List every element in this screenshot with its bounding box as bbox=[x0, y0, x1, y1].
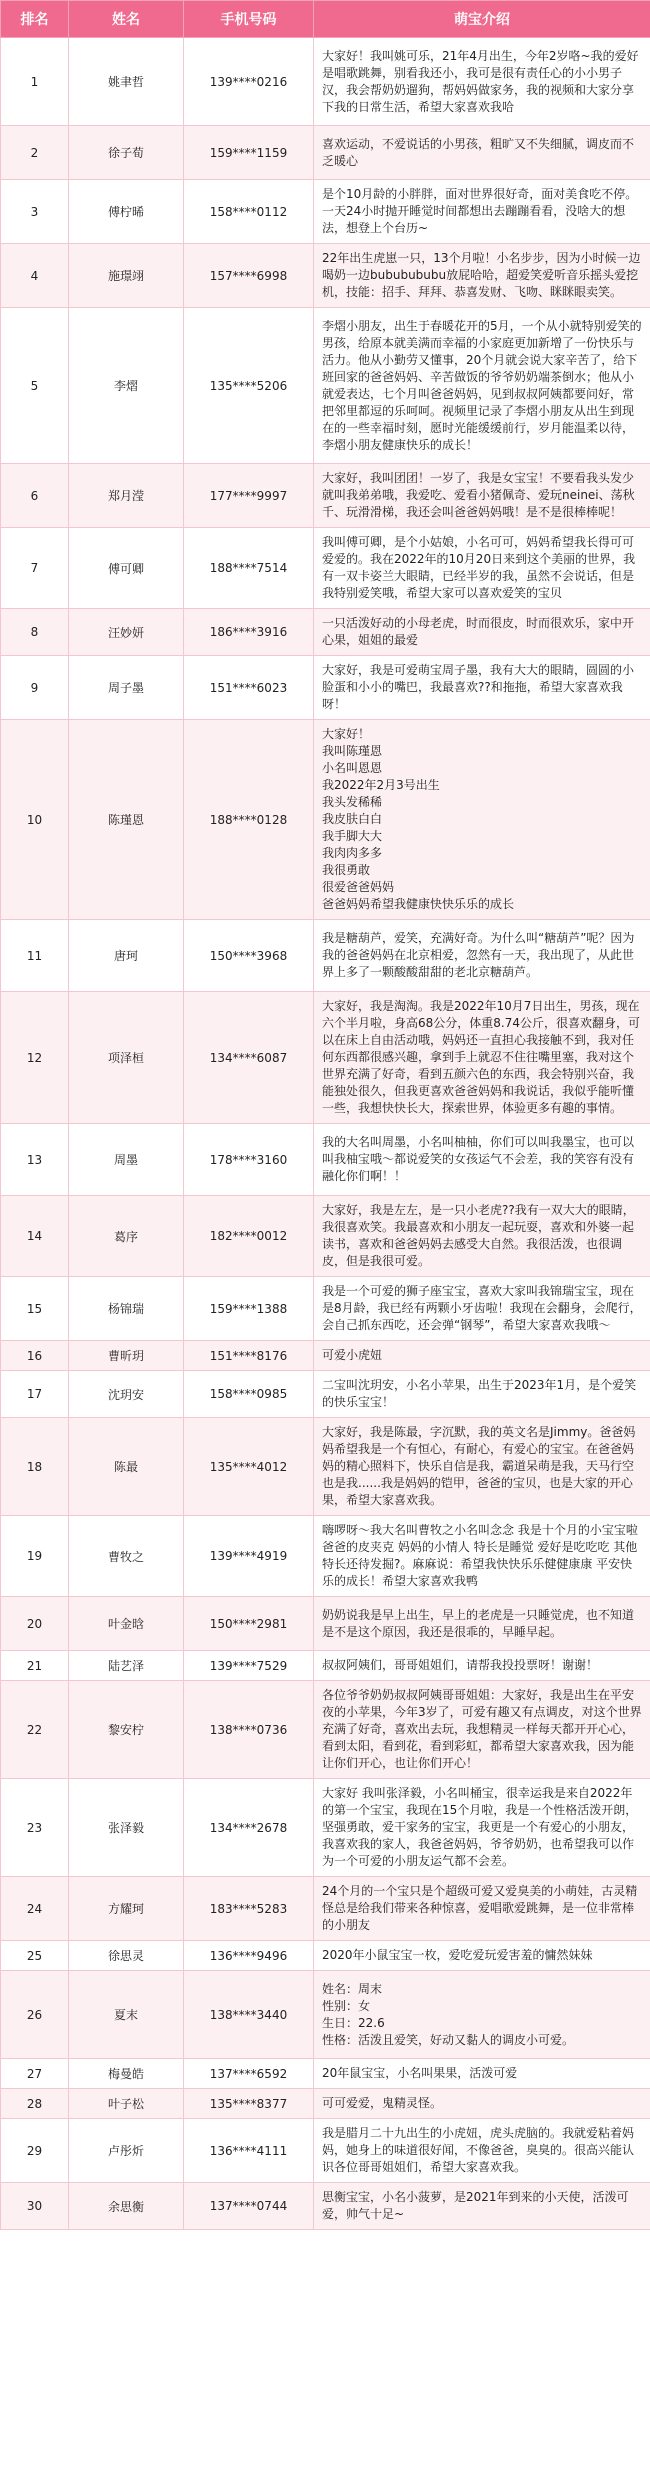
intro-cell bbox=[314, 1779, 650, 1877]
table-row bbox=[1, 1877, 650, 1941]
rank-cell: 14 bbox=[1, 1196, 69, 1277]
intro-cell bbox=[314, 609, 650, 656]
table-row bbox=[1, 1341, 650, 1371]
rank-cell: 27 bbox=[1, 2059, 69, 2089]
name-cell: 汪妙妍 bbox=[69, 609, 184, 656]
table-row bbox=[1, 2183, 650, 2230]
rank-cell: 5 bbox=[1, 308, 69, 464]
intro-line: 我手脚大大 bbox=[322, 829, 383, 843]
phone-cell: 159****1159 bbox=[184, 126, 314, 180]
phone-cell: 188****7514 bbox=[184, 528, 314, 609]
intro-cell bbox=[314, 1941, 650, 1971]
name-cell: 施璟翊 bbox=[69, 244, 184, 308]
name-cell: 周子墨 bbox=[69, 656, 184, 720]
intro-line: 大家好，我是陈最，字沉默，我的英文名是Jimmy。爸爸妈妈希望我是一个有恒心，有耐心，有爱心的宝宝。在爸爸妈妈的精心照料下，快乐自信是我，霸道呆萌是我，天马行空也是我......我是妈妈的铠甲，爸爸的宝贝，也是大家的开心果，希望大家喜欢我。 bbox=[322, 1425, 636, 1507]
rank-cell: 18 bbox=[1, 1418, 69, 1516]
phone-cell: 135****5206 bbox=[184, 308, 314, 464]
intro-line: 各位爷爷奶奶叔叔阿姨哥哥姐姐：大家好，我是出生在平安夜的小苹果，今年3岁了，可爱有趣又有点调皮，对这个世界充满了好奇，喜欢出去玩，我想精灵一样每天都开开心心，看到太阳，看到花，看到彩虹，都希望大家喜欢我，因为能让你们开心，也让你们开心！ bbox=[322, 1688, 642, 1770]
phone-cell: 186****3916 bbox=[184, 609, 314, 656]
rank-cell: 28 bbox=[1, 2089, 69, 2119]
table-row bbox=[1, 2059, 650, 2089]
table-row bbox=[1, 1418, 650, 1516]
intro-cell bbox=[314, 992, 650, 1124]
table-row bbox=[1, 992, 650, 1124]
name-cell: 傅柠晞 bbox=[69, 180, 184, 244]
rank-cell: 21 bbox=[1, 1651, 69, 1681]
name-cell: 卢彤炘 bbox=[69, 2119, 184, 2183]
phone-cell: 151****6023 bbox=[184, 656, 314, 720]
intro-line: 我的大名叫周墨，小名叫柚柚，你们可以叫我墨宝，也可以叫我柚宝哦～都说爱笑的女孩运气不会差，我的笑容有没有融化你们啊！！ bbox=[322, 1135, 635, 1183]
phone-cell: 157****6998 bbox=[184, 244, 314, 308]
intro-cell bbox=[314, 1341, 650, 1371]
intro-line: 奶奶说我是早上出生，早上的老虎是一只睡觉虎，也不知道是不是这个原因，我还是很乖的，早睡早起。 bbox=[322, 1607, 635, 1639]
table-row bbox=[1, 244, 650, 308]
intro-line: 生日：22.6 bbox=[322, 2015, 385, 2030]
intro-cell bbox=[314, 180, 650, 244]
intro-line: 大家好，我是左左，是一只小老虎??我有一双大大的眼睛，我很喜欢笑。我最喜欢和小朋友一起玩耍，喜欢和外婆一起读书，喜欢和爸爸妈妈去感受大自然。我很活泼，也很调皮，但是我很可爱。 bbox=[322, 1203, 635, 1268]
rank-cell: 25 bbox=[1, 1941, 69, 1971]
name-cell: 曹牧之 bbox=[69, 1516, 184, 1597]
rank-cell: 1 bbox=[1, 38, 69, 126]
name-cell: 曹昕玥 bbox=[69, 1341, 184, 1371]
phone-cell: 135****4012 bbox=[184, 1418, 314, 1516]
phone-cell: 138****3440 bbox=[184, 1971, 314, 2059]
phone-cell: 135****8377 bbox=[184, 2089, 314, 2119]
name-cell: 姚聿哲 bbox=[69, 38, 184, 126]
intro-cell bbox=[314, 1971, 650, 2059]
intro-line: 24个月的一个宝只是个超级可爱又爱臭美的小萌娃，古灵精怪总是给我们带来各种惊喜，爱唱歌爱跳舞，是一位非常棒的小朋友 bbox=[322, 1884, 638, 1932]
intro-line: 我很勇敢 bbox=[322, 863, 371, 877]
intro-line: 我是糖葫芦，爱笑，充满好奇。为什么叫“糖葫芦”呢？因为我的爸爸妈妈在北京相爱，忽然有一天，我出现了，从此世界上多了一颗酸酸甜甜的老北京糖葫芦。 bbox=[322, 931, 635, 979]
name-cell: 徐思灵 bbox=[69, 1941, 184, 1971]
phone-cell: 136****9496 bbox=[184, 1941, 314, 1971]
intro-line: 我皮肤白白 bbox=[322, 812, 383, 826]
intro-line: 喜欢运动，不爱说话的小男孩，粗旷又不失细腻，调皮而不乏暖心 bbox=[322, 136, 635, 168]
intro-line: 大家好！ bbox=[322, 727, 371, 741]
rank-cell: 4 bbox=[1, 244, 69, 308]
intro-line: 22年出生虎崽一只，13个月啦！小名步步，因为小时候一边喝奶一边bububububu放屁哈哈，超爱笑爱听音乐摇头爱挖机，技能：招手、拜拜、恭喜发财、飞吻、眯眯眼卖笑。 bbox=[322, 251, 641, 299]
rank-cell: 30 bbox=[1, 2183, 69, 2230]
name-cell: 沈玥安 bbox=[69, 1371, 184, 1418]
table-row bbox=[1, 308, 650, 464]
table-row bbox=[1, 1651, 650, 1681]
phone-cell: 158****0112 bbox=[184, 180, 314, 244]
name-cell: 余思衡 bbox=[69, 2183, 184, 2230]
name-cell: 张泽毅 bbox=[69, 1779, 184, 1877]
intro-line: 我头发稀稀 bbox=[322, 795, 383, 809]
name-cell: 陆艺泽 bbox=[69, 1651, 184, 1681]
phone-cell: 134****6087 bbox=[184, 992, 314, 1124]
intro-line: 思衡宝宝，小名小菠萝，是2021年到来的小天使，活泼可爱，帅气十足~ bbox=[322, 2190, 629, 2221]
rank-cell: 22 bbox=[1, 1681, 69, 1779]
intro-line: 姓名：周末 bbox=[322, 1981, 383, 1996]
intro-cell bbox=[314, 1651, 650, 1681]
rank-cell: 24 bbox=[1, 1877, 69, 1941]
phone-cell: 134****2678 bbox=[184, 1779, 314, 1877]
rank-cell: 12 bbox=[1, 992, 69, 1124]
phone-cell: 139****4919 bbox=[184, 1516, 314, 1597]
phone-cell: 137****6592 bbox=[184, 2059, 314, 2089]
table-row bbox=[1, 609, 650, 656]
name-cell: 叶子松 bbox=[69, 2089, 184, 2119]
name-cell: 郑月滢 bbox=[69, 464, 184, 528]
name-cell: 方耀珂 bbox=[69, 1877, 184, 1941]
rank-cell: 3 bbox=[1, 180, 69, 244]
name-cell: 梅曼皓 bbox=[69, 2059, 184, 2089]
intro-line: 我叫陈瑾恩 bbox=[322, 744, 383, 758]
intro-cell bbox=[314, 2059, 650, 2089]
intro-cell bbox=[314, 126, 650, 180]
phone-cell: 182****0012 bbox=[184, 1196, 314, 1277]
rank-cell: 19 bbox=[1, 1516, 69, 1597]
intro-line: 很爱爸爸妈妈 bbox=[322, 880, 395, 894]
rank-cell: 10 bbox=[1, 720, 69, 920]
name-cell: 杨锦瑞 bbox=[69, 1277, 184, 1341]
phone-cell: 178****3160 bbox=[184, 1124, 314, 1196]
rank-cell: 17 bbox=[1, 1371, 69, 1418]
intro-line: 20年鼠宝宝，小名叫果果，活泼可爱 bbox=[322, 2066, 518, 2080]
table-row bbox=[1, 1277, 650, 1341]
header-row bbox=[1, 1, 650, 38]
intro-cell bbox=[314, 528, 650, 609]
table-row bbox=[1, 126, 650, 180]
intro-cell bbox=[314, 720, 650, 920]
table-row bbox=[1, 720, 650, 920]
table-row bbox=[1, 1371, 650, 1418]
rank-cell: 9 bbox=[1, 656, 69, 720]
header-intro: 萌宝介绍 bbox=[314, 1, 650, 38]
intro-cell bbox=[314, 656, 650, 720]
rank-cell: 13 bbox=[1, 1124, 69, 1196]
table-row bbox=[1, 1516, 650, 1597]
name-cell: 周墨 bbox=[69, 1124, 184, 1196]
name-cell: 夏末 bbox=[69, 1971, 184, 2059]
rank-cell: 11 bbox=[1, 920, 69, 992]
intro-line: 一只活泼好动的小母老虎，时而很皮，时而很欢乐，家中开心果，姐姐的最爱 bbox=[322, 616, 635, 647]
name-cell: 唐珂 bbox=[69, 920, 184, 992]
intro-line: 我肉肉多多 bbox=[322, 846, 383, 860]
name-cell: 项泽桓 bbox=[69, 992, 184, 1124]
intro-line: 我是一个可爱的狮子座宝宝，喜欢大家叫我锦瑞宝宝，现在是8月龄，我已经有两颗小牙齿啦！我现在会翻身，会爬行，会自己抓东西吃，还会弹“钢琴”，希望大家喜欢我哦～ bbox=[322, 1284, 642, 1332]
rank-cell: 20 bbox=[1, 1597, 69, 1651]
rank-cell: 29 bbox=[1, 2119, 69, 2183]
intro-line: 性格：活泼且爱笑，好动又黏人的调皮小可爱。 bbox=[322, 2032, 575, 2047]
table-row bbox=[1, 464, 650, 528]
phone-cell: 150****2981 bbox=[184, 1597, 314, 1651]
table-row bbox=[1, 656, 650, 720]
name-cell: 傅可卿 bbox=[69, 528, 184, 609]
intro-line: 我叫傅可卿，是个小姑娘，小名可可，妈妈希望我长得可可爱爱的。我在2022年的10月20日来到这个美丽的世界，我有一双卡姿兰大眼睛，已经半岁的我，虽然不会说话，但是我特别爱笑哦，希望大家可以喜欢爱笑的宝贝 bbox=[322, 535, 636, 600]
phone-cell: 150****3968 bbox=[184, 920, 314, 992]
name-cell: 葛序 bbox=[69, 1196, 184, 1277]
intro-line: 大家好，我是淘淘。我是2022年10月7日出生，男孩，现在六个半月啦，身高68公分，体重8.74公斤，很喜欢翻身，可以在床上自由活动哦，妈妈还一直担心我接触不到，我对任何东西都很感兴趣，拿到手上就忍不住往嘴里塞，我对这个世界充满了好奇，看到五颜六色的东西，我会特别兴奋，我能独处很久，但我更喜欢爸爸妈妈和我说话，我似乎能听懂一些，我想快快长大，探索世界，体验更多有趣的事情。 bbox=[322, 999, 640, 1115]
intro-line: 小名叫恩恩 bbox=[322, 761, 383, 775]
intro-cell bbox=[314, 308, 650, 464]
phone-cell: 158****0985 bbox=[184, 1371, 314, 1418]
phone-cell: 159****1388 bbox=[184, 1277, 314, 1341]
intro-line: 性别：女 bbox=[322, 1998, 371, 2013]
intro-line: 嗨啰呀～我大名叫曹牧之小名叫念念 我是十个月的小宝宝啦 爸爸的皮夹克 妈妈的小情人 特长是睡觉 爱好是吃吃吃 其他特长还待发掘?。麻麻说：希望我快快乐乐健健康康 平安快乐的成长！希望大家喜欢我鸭 bbox=[322, 1523, 638, 1588]
table-body bbox=[1, 38, 650, 2230]
intro-line: 叔叔阿姨们，哥哥姐姐们，请帮我投投票呀！谢谢！ bbox=[322, 1658, 599, 1672]
intro-cell bbox=[314, 1124, 650, 1196]
intro-cell bbox=[314, 244, 650, 308]
phone-cell: 139****0216 bbox=[184, 38, 314, 126]
table-row bbox=[1, 1779, 650, 1877]
intro-cell bbox=[314, 464, 650, 528]
intro-line: 大家好 我叫张泽毅，小名叫桶宝，很幸运我是来自2022年的第一个宝宝，我现在15个月啦，我是一个性格活泼开朗，坚强勇敢，爱干家务的宝宝，我更是一个有爱心的小朋友，我喜欢我的家人，我爸爸妈妈，爷爷奶奶，也希望我可以作为一个可爱的小朋友运气都不会差。 bbox=[322, 1786, 638, 1868]
intro-line: 可可爱爱，鬼精灵怪。 bbox=[322, 2096, 443, 2110]
intro-cell bbox=[314, 1418, 650, 1516]
rank-cell: 26 bbox=[1, 1971, 69, 2059]
name-cell: 陈瑾恩 bbox=[69, 720, 184, 920]
intro-line: 大家好，我是可爱萌宝周子墨，我有大大的眼睛，圆圆的小脸蛋和小小的嘴巴，我最喜欢??和拖拖，希望大家喜欢我呀！ bbox=[322, 663, 635, 711]
intro-line: 2020年小鼠宝宝一枚，爱吃爱玩爱害羞的慵然妹妹 bbox=[322, 1948, 593, 1962]
rank-cell: 23 bbox=[1, 1779, 69, 1877]
header-name: 姓名 bbox=[69, 1, 184, 38]
intro-line: 大家好，我叫团团！一岁了，我是女宝宝！不要看我头发少就叫我弟弟哦，我爱吃、爱看小猪佩奇、爱玩neinei、荡秋千、玩滑滑梯，我还会叫爸爸妈妈哦！是不是很棒棒呢！ bbox=[322, 471, 635, 519]
intro-line: 可爱小虎妞 bbox=[322, 1348, 383, 1362]
intro-cell bbox=[314, 1681, 650, 1779]
table-row bbox=[1, 920, 650, 992]
intro-cell bbox=[314, 1597, 650, 1651]
name-cell: 黎安柠 bbox=[69, 1681, 184, 1779]
phone-cell: 136****4111 bbox=[184, 2119, 314, 2183]
intro-cell bbox=[314, 1196, 650, 1277]
intro-cell bbox=[314, 1371, 650, 1418]
intro-line: 我是腊月二十九出生的小虎妞，虎头虎脑的。我就爱粘着妈妈，她身上的味道很好闻，不像爸爸，臭臭的。很高兴能认识各位哥哥姐姐们，希望大家喜欢我。 bbox=[322, 2126, 635, 2174]
table-row bbox=[1, 38, 650, 126]
phone-cell: 139****7529 bbox=[184, 1651, 314, 1681]
intro-cell bbox=[314, 2089, 650, 2119]
intro-line: 是个10月龄的小胖胖，面对世界很好奇，面对美食吃不停。一天24小时抛开睡觉时间都想出去蹦蹦看看，没啥大的想法，想登上个台历~ bbox=[322, 187, 638, 235]
intro-cell bbox=[314, 1277, 650, 1341]
rank-cell: 2 bbox=[1, 126, 69, 180]
table-row bbox=[1, 1971, 650, 2059]
table-row bbox=[1, 1196, 650, 1277]
table-row bbox=[1, 528, 650, 609]
rank-cell: 8 bbox=[1, 609, 69, 656]
name-cell: 叶金晗 bbox=[69, 1597, 184, 1651]
rank-cell: 16 bbox=[1, 1341, 69, 1371]
intro-line: 李熠小朋友，出生于春暖花开的5月，一个从小就特别爱笑的男孩，给原本就美满而幸福的小家庭更加新增了一份快乐与活力。他从小勤劳又懂事，20个月就会说大家辛苦了，给下班回家的爸爸妈妈、辛苦做饭的爷爷奶奶端茶倒水；他从小就爱表达，七个月叫爸爸妈妈，见到叔叔阿姨都要问好，常把邻里都逗的乐呵呵。视频里记录了李熠小朋友从出生到现在的一些幸福时刻，愿时光能缓缓前行，岁月能温柔以待，李熠小朋友健康快乐的成长！ bbox=[322, 318, 642, 452]
intro-cell bbox=[314, 2183, 650, 2230]
table-row bbox=[1, 2089, 650, 2119]
table-row bbox=[1, 1124, 650, 1196]
rank-cell: 7 bbox=[1, 528, 69, 609]
table-row bbox=[1, 1941, 650, 1971]
intro-cell bbox=[314, 2119, 650, 2183]
phone-cell: 188****0128 bbox=[184, 720, 314, 920]
phone-cell: 151****8176 bbox=[184, 1341, 314, 1371]
intro-line: 二宝叫沈玥安，小名小苹果，出生于2023年1月，是个爱笑的快乐宝宝！ bbox=[322, 1378, 637, 1409]
name-cell: 陈最 bbox=[69, 1418, 184, 1516]
phone-cell: 177****9997 bbox=[184, 464, 314, 528]
intro-cell bbox=[314, 920, 650, 992]
phone-cell: 137****0744 bbox=[184, 2183, 314, 2230]
intro-line: 爸爸妈妈希望我健康快快乐乐的成长 bbox=[322, 897, 515, 911]
table-row bbox=[1, 2119, 650, 2183]
intro-line: 我2022年2月3号出生 bbox=[322, 778, 440, 792]
intro-cell bbox=[314, 38, 650, 126]
header-phone: 手机号码 bbox=[184, 1, 314, 38]
header-rank: 排名 bbox=[1, 1, 69, 38]
rank-cell: 15 bbox=[1, 1277, 69, 1341]
intro-cell bbox=[314, 1516, 650, 1597]
rank-cell: 6 bbox=[1, 464, 69, 528]
intro-cell bbox=[314, 1877, 650, 1941]
table-row bbox=[1, 1597, 650, 1651]
phone-cell: 183****5283 bbox=[184, 1877, 314, 1941]
table-row bbox=[1, 180, 650, 244]
name-cell: 徐子荀 bbox=[69, 126, 184, 180]
table-row bbox=[1, 1681, 650, 1779]
name-cell: 李熠 bbox=[69, 308, 184, 464]
intro-line: 大家好！我叫姚可乐，21年4月出生，今年2岁咯~我的爱好是唱歌跳舞，别看我还小，我可是很有责任心的小小男子汉，我会帮奶奶遛狗，帮妈妈做家务，我的视频和大家分享下我的日常生活，希望大家喜欢我哈 bbox=[322, 48, 639, 114]
phone-cell: 138****0736 bbox=[184, 1681, 314, 1779]
